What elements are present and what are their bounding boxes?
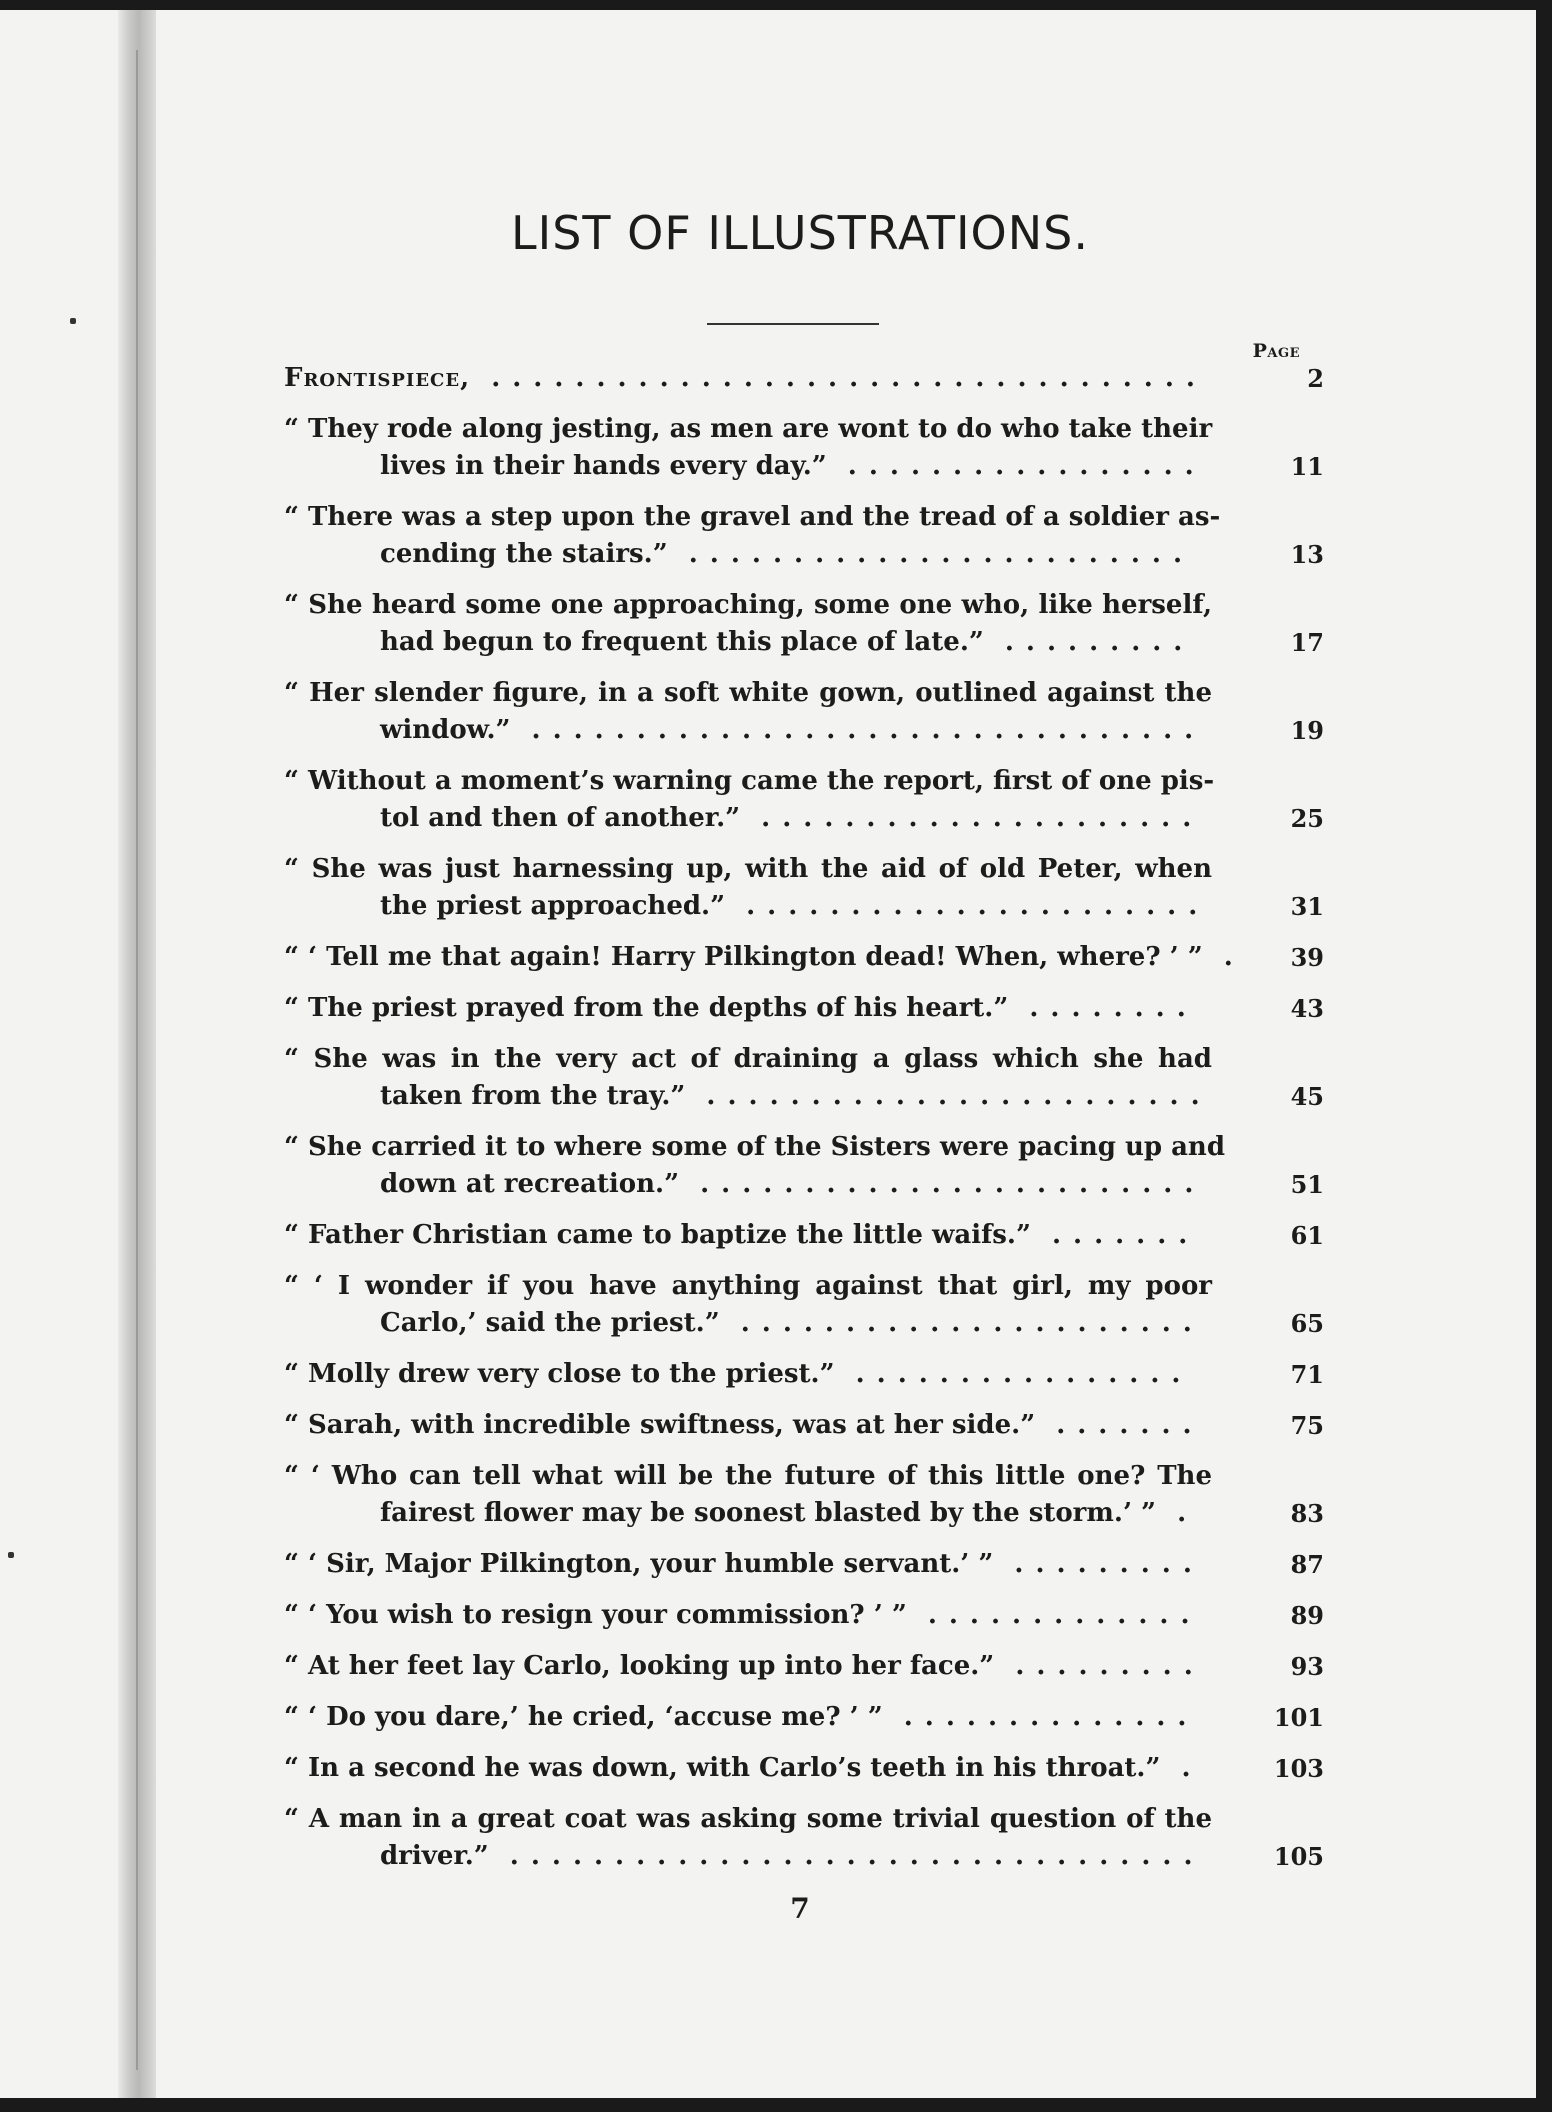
dot-leader: .........: [983, 627, 1195, 657]
dot-leader: .: [1160, 1753, 1203, 1783]
caption-continuation-line: [284, 1166, 1212, 1203]
dot-leader: ................: [834, 1359, 1193, 1389]
title-rule: [707, 323, 879, 325]
caption-text: driver.”: [380, 1841, 489, 1871]
caption-text: had begun to frequent this place of late.”: [380, 627, 984, 657]
illustration-entry: [284, 1041, 1324, 1115]
dot-leader: ........................: [685, 1081, 1212, 1111]
caption-text: “ She carried it to where some of the Sisters were pacing up and: [284, 1132, 1226, 1162]
page-number-ref: 2: [1307, 364, 1324, 393]
caption-continuation-line: [284, 712, 1212, 749]
dot-leader: .................: [826, 451, 1206, 481]
page-number-ref: 43: [1290, 994, 1324, 1023]
page-number-ref: 75: [1290, 1411, 1324, 1440]
page-number-ref: 61: [1290, 1221, 1324, 1250]
dot-leader: ........................: [667, 539, 1194, 569]
caption-text: “ A man in a great coat was asking some trivial question of the: [284, 1804, 1212, 1834]
page-number-ref: 25: [1290, 804, 1324, 833]
caption-line: [284, 675, 1212, 712]
caption-continuation-line: [284, 1495, 1212, 1532]
caption-text: “ Molly drew very close to the priest.”: [284, 1359, 835, 1389]
illustration-entry: [284, 1546, 1324, 1583]
page-number-ref: 31: [1290, 892, 1324, 921]
caption-text: “ She was in the very act of draining a glass which she had: [284, 1044, 1212, 1074]
page-number-ref: 105: [1273, 1842, 1324, 1871]
caption-text: “ Her slender figure, in a soft white gown, outlined against the: [284, 678, 1212, 708]
caption-text: “ At her feet lay Carlo, looking up into her face.”: [284, 1651, 995, 1681]
dot-leader: ......................: [725, 891, 1210, 921]
caption-text: “ She was just harnessing up, with the aid of old Peter, when: [284, 854, 1212, 884]
page-number-ref: 89: [1290, 1601, 1324, 1630]
illustration-entry: [284, 1407, 1324, 1444]
caption-text: Carlo,’ said the priest.”: [380, 1308, 720, 1338]
caption-line: [284, 1546, 1212, 1583]
dot-leader: .: [1202, 942, 1245, 972]
caption-text: “ They rode along jesting, as men are wont to do who take their: [284, 414, 1213, 444]
caption-line: [284, 990, 1212, 1027]
caption-continuation-line: [284, 1305, 1212, 1342]
caption-text: “ ‘ Sir, Major Pilkington, your humble servant.’ ”: [284, 1549, 994, 1579]
dot-leader: .................................: [488, 1841, 1205, 1871]
caption-line: [284, 1356, 1212, 1393]
caption-text: tol and then of another.”: [380, 803, 741, 833]
caption-text: “ ‘ Who can tell what will be the future of this little one? The: [284, 1461, 1212, 1491]
page-number-ref: 93: [1290, 1652, 1324, 1681]
caption-text: “ Father Christian came to baptize the little waifs.”: [284, 1220, 1031, 1250]
gutter-line: [136, 50, 138, 2070]
illustration-entry: [284, 1458, 1324, 1532]
caption-text: taken from the tray.”: [380, 1081, 686, 1111]
illustration-entry: [284, 990, 1324, 1027]
page-number-ref: 51: [1290, 1170, 1324, 1199]
page-number-ref: 17: [1290, 628, 1324, 657]
caption-line: [284, 851, 1212, 888]
caption-continuation-line: [284, 1078, 1212, 1115]
caption-line: [284, 1041, 1212, 1078]
caption-line: [284, 1129, 1226, 1166]
illustration-entry: [284, 675, 1324, 749]
caption-text: fairest flower may be soonest blasted by the storm.’ ”: [380, 1498, 1157, 1528]
dot-leader: .........: [994, 1651, 1205, 1681]
illustration-entry: [284, 1750, 1324, 1787]
page-number-ref: 65: [1290, 1309, 1324, 1338]
caption-text: “ ‘ You wish to resign your commission? ’ ”: [284, 1600, 907, 1630]
illustration-entry: [284, 499, 1324, 573]
caption-text: “ ‘ Tell me that again! Harry Pilkington dead! When, where? ’ ”: [284, 942, 1203, 972]
page-number-ref: 13: [1290, 540, 1324, 569]
caption-line: [284, 1750, 1212, 1787]
caption-text: “ Without a moment’s warning came the report, first of one pis-: [284, 766, 1215, 796]
illustration-entry: [284, 1356, 1324, 1393]
margin-speck: [8, 1552, 14, 1558]
page-number: 7: [790, 1892, 810, 1925]
page-number-ref: 87: [1290, 1550, 1324, 1579]
caption-text: cending the stairs.”: [380, 539, 668, 569]
dot-leader: .......: [1035, 1410, 1204, 1440]
caption-text: “ In a second he was down, with Carlo’s teeth in his throat.”: [284, 1753, 1161, 1783]
illustration-entry: [284, 1268, 1324, 1342]
caption-line: [284, 1801, 1212, 1838]
caption-text: “ Sarah, with incredible swiftness, was at her side.”: [284, 1410, 1036, 1440]
caption-line: [284, 763, 1215, 800]
caption-text: “ She heard some one approaching, some one who, like herself,: [284, 590, 1212, 620]
caption-line: [284, 1597, 1212, 1634]
page-number-ref: 45: [1290, 1082, 1324, 1111]
caption-text: “ There was a step upon the gravel and the tread of a soldier as-: [284, 502, 1221, 532]
page-number-ref: 19: [1290, 716, 1324, 745]
caption-continuation-line: [284, 624, 1212, 661]
dot-leader: .....................: [740, 803, 1204, 833]
page-number-ref: 71: [1290, 1360, 1324, 1389]
caption-line: [284, 1699, 1212, 1736]
dot-leader: ......................: [719, 1308, 1204, 1338]
caption-text: Frontispiece,: [284, 363, 471, 393]
dot-leader: .: [1156, 1498, 1199, 1528]
illustration-entry: [284, 763, 1324, 837]
illustration-entry: [284, 1597, 1324, 1634]
illustration-entry: [284, 1699, 1324, 1736]
margin-speck: [70, 318, 76, 324]
caption-line: [284, 939, 1245, 976]
dot-leader: ..................................: [470, 363, 1207, 393]
page-number-ref: 83: [1290, 1499, 1324, 1528]
caption-continuation-line: [284, 800, 1212, 837]
caption-line: [284, 1268, 1212, 1305]
caption-continuation-line: [284, 536, 1212, 573]
caption-text: “ ‘ Do you dare,’ he cried, ‘accuse me? ’ ”: [284, 1702, 883, 1732]
illustration-entry: [284, 1801, 1324, 1875]
page-number-ref: 39: [1290, 943, 1324, 972]
book-page: [0, 10, 1536, 2098]
illustration-entry: [284, 1648, 1324, 1685]
illustration-entry: [284, 851, 1324, 925]
dot-leader: .........: [993, 1549, 1204, 1579]
caption-text: lives in their hands every day.”: [380, 451, 827, 481]
caption-text: window.”: [380, 715, 511, 745]
caption-line: [284, 1458, 1212, 1495]
illustration-entry: [284, 411, 1324, 485]
caption-line: [284, 1407, 1212, 1444]
caption-text: the priest approached.”: [380, 891, 726, 921]
page-number-ref: 103: [1273, 1754, 1324, 1783]
dot-leader: ........................: [679, 1169, 1206, 1199]
illustration-entry: [284, 1129, 1324, 1203]
caption-continuation-line: [284, 1838, 1212, 1875]
caption-text: down at recreation.”: [380, 1169, 680, 1199]
illustration-entry: [284, 939, 1324, 976]
illustrations-list: [284, 360, 1324, 1889]
illustration-entry: [284, 1217, 1324, 1254]
dot-leader: .............: [906, 1600, 1202, 1630]
caption-continuation-line: [284, 888, 1212, 925]
caption-line: [284, 1648, 1212, 1685]
caption-text: “ ‘ I wonder if you have anything against that girl, my poor: [284, 1271, 1212, 1301]
illustration-entry: [284, 360, 1324, 397]
caption-line: [284, 1217, 1212, 1254]
caption-line: [284, 587, 1212, 624]
caption-text: “ The priest prayed from the depths of his heart.”: [284, 993, 1009, 1023]
page-number-ref: 11: [1290, 452, 1324, 481]
illustration-entry: [284, 587, 1324, 661]
dot-leader: ........: [1008, 993, 1198, 1023]
page-title: LIST OF ILLUSTRATIONS.: [511, 206, 1089, 260]
caption-line: [284, 499, 1221, 536]
dot-leader: ..............: [882, 1702, 1199, 1732]
caption-line: [284, 411, 1212, 448]
caption-line: [284, 360, 1212, 397]
dot-leader: .......: [1030, 1220, 1200, 1250]
page-column-heading: Page: [1252, 340, 1300, 362]
dot-leader: ................................: [510, 715, 1206, 745]
caption-continuation-line: [284, 448, 1212, 485]
page-number-ref: 101: [1273, 1703, 1324, 1732]
